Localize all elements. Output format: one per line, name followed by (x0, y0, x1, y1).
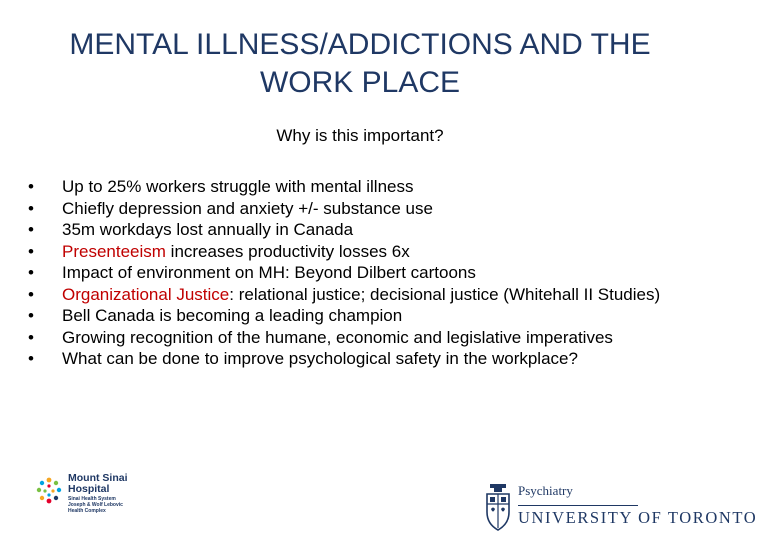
mount-sinai-name-line-1: Mount Sinai (68, 472, 128, 484)
list-item (28, 176, 698, 198)
slide-subtitle: Why is this important? (276, 126, 444, 145)
list-item (28, 305, 698, 327)
mount-sinai-sub-line-1: Sinai Health System (68, 496, 116, 502)
bullet-text: Chiefly depression and anxiety +/- substance use (62, 198, 433, 218)
bullet-icon: • (28, 220, 34, 239)
bullet-text: Growing recognition of the humane, economic and legislative imperatives (62, 327, 613, 347)
bullet-icon: • (28, 349, 34, 368)
title-line-1: MENTAL ILLNESS/ADDICTIONS AND THE (69, 28, 651, 61)
bullet-text: Bell Canada is becoming a leading champion (62, 306, 403, 325)
bullet-icon: • (28, 177, 34, 196)
bullet-text: 35m workdays lost annually in Canada (62, 220, 354, 239)
list-item (28, 241, 698, 263)
university-of-toronto-logo (484, 482, 757, 534)
bullet-icon: • (28, 284, 34, 304)
bullet-text: : relational justice; decisional justice (Whitehall II Studies) (229, 284, 661, 304)
mount-sinai-name (68, 473, 128, 495)
mount-sinai-logo (30, 470, 150, 520)
bullet-icon: • (28, 241, 34, 261)
uoft-name: UNIVERSITY OF TORONTO (518, 508, 757, 527)
list-item (28, 327, 698, 349)
bullet-text: increases productivity losses 6x (165, 241, 410, 261)
mount-sinai-sub-line-3: Health Complex (68, 508, 106, 514)
mount-sinai-sub-line-2: Joseph & Wolf Lebovic (68, 502, 123, 508)
bullet-text: What can be done to improve psychological safety in the workplace? (62, 349, 578, 368)
bullet-icon: • (28, 306, 34, 325)
list-item (28, 348, 698, 370)
bullet-icon: • (28, 263, 34, 282)
bullet-icon: • (28, 327, 34, 347)
bullet-highlight: Presenteeism (62, 241, 166, 261)
list-item (28, 262, 698, 284)
bullet-text: Impact of environment on MH: Beyond Dilbert cartoons (62, 263, 476, 282)
bullet-icon: • (28, 198, 34, 218)
list-item (28, 219, 698, 241)
uoft-divider (518, 505, 638, 506)
bullet-highlight: Organizational Justice (62, 284, 230, 304)
mount-sinai-mark-icon (32, 474, 66, 508)
bullet-text: Up to 25% workers struggle with mental illness (62, 177, 414, 196)
list-item (28, 284, 698, 306)
mount-sinai-name-line-2: Hospital (68, 483, 110, 495)
uoft-crest-icon (484, 482, 512, 532)
uoft-department: Psychiatry (518, 483, 573, 498)
title-line-2: WORK PLACE (259, 66, 461, 99)
mount-sinai-subtitle (68, 496, 123, 514)
list-item (28, 198, 698, 220)
slide-title (0, 26, 720, 102)
bullet-list (28, 176, 698, 370)
